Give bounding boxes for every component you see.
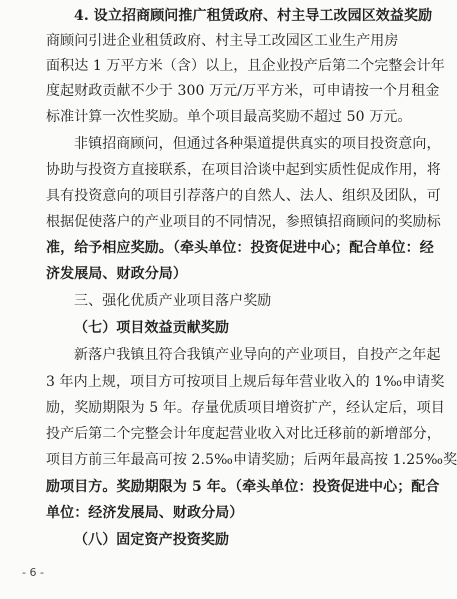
paragraph-line: 非镇招商顾问，但通过各种渠道提供真实的项目投资意向， (74, 136, 441, 152)
page-number: - 6 - (22, 566, 44, 579)
paragraph-line: 投产后第二个完整会计年度起营业收入对比迁移前的新增部分， (46, 426, 441, 442)
paragraph-line: 具有投资意向的项目引荐落户的自然人、法人、组织及团队，可 (46, 188, 441, 204)
paragraph-line: 励项目方。奖励期限为 5 年。（牵头单位：投资促进中心；配合 (46, 479, 440, 495)
paragraph-line: 济发展局、财政分局） (46, 266, 187, 282)
paragraph-line: 标准计算一次性奖励。单个项目最高奖励不超过 50 万元。 (46, 109, 412, 125)
paragraph-line: 新落户我镇且符合我镇产业导向的产业项目，自投产之年起 (74, 347, 441, 363)
paragraph-line: 3 年内上规，项目方可按项目上规后每年营业收入的 1‰申请奖 (46, 374, 445, 390)
paragraph-line: 度起财政贡献不少于 300 万元/万平方米，可申请按一个月租金 (46, 83, 440, 99)
paragraph-line: 协助与投资方直接联系，在项目洽谈中起到实质性促成作用，将 (46, 162, 441, 178)
paragraph-line: 面积达 1 万平方米（含）以上，且企业投产后第二个完整会计年 (46, 58, 445, 74)
subsection-heading-8: （八）固定资产投资奖励 (74, 532, 230, 548)
subsection-heading-7: （七）项目效益贡献奖励 (74, 320, 230, 336)
section-heading-4: 4. 设立招商顾问推广租赁政府、村主导工改园区效益奖励 (74, 8, 433, 24)
section-heading-3: 三、强化优质产业项目落户奖励 (74, 293, 272, 309)
paragraph-line: 励，奖励期限为 5 年。存量优质项目增资扩产，经认定后，项目 (46, 400, 445, 416)
paragraph-line: 商顾问引进企业租赁政府、村主导工改园区工业生产用房 (46, 33, 399, 49)
paragraph-line: 根据促使落户的产业项目的不同情况，参照镇招商顾问的奖励标 (46, 214, 441, 230)
paragraph-line: 项目方前三年最高可按 2.5‰申请奖励；后两年最高按 1.25‰奖 (46, 452, 457, 468)
paragraph-line: 单位：经济发展局、财政分局） (46, 505, 244, 521)
paragraph-line: 准，给予相应奖励。（牵头单位：投资促进中心；配合单位：经 (46, 240, 434, 256)
